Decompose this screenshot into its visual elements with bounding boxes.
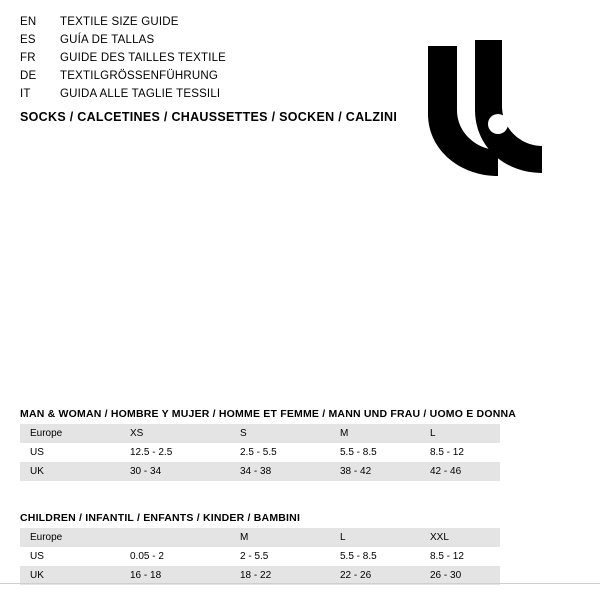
language-text-fr: GUIDE DES TAILLES TEXTILE — [60, 52, 227, 64]
language-code-de: DE — [20, 70, 37, 82]
language-row-en — [20, 16, 400, 34]
table-caption-men-woman: MAN & WOMAN / HOMBRE Y MUJER / HOMME ET FEMME / MANN UND FRAU / UOMO E DONNA — [20, 408, 517, 420]
language-text-en: TEXTILE SIZE GUIDE — [60, 16, 179, 28]
language-text-es: GUÍA DE TALLAS — [60, 34, 155, 46]
language-code-fr: FR — [20, 52, 36, 64]
table-row — [20, 528, 500, 547]
cell-size: 42 - 46 — [420, 462, 500, 481]
size-table-children — [20, 528, 500, 585]
table-caption-children: CHILDREN / INFANTIL / ENFANTS / KINDER / BAMBINI — [20, 512, 301, 524]
cell-size: 18 - 22 — [230, 566, 330, 585]
socks-illustration — [400, 18, 580, 178]
table-section-men-woman — [20, 408, 580, 481]
table-section-children — [20, 512, 580, 585]
cell-size: 16 - 18 — [120, 566, 230, 585]
table-row — [20, 462, 500, 481]
cell-region: UK — [20, 566, 120, 585]
cell-size: M — [330, 424, 420, 443]
table-row — [20, 443, 500, 462]
cell-size: 2 - 5.5 — [230, 547, 330, 566]
language-row-it — [20, 88, 400, 106]
language-text-de: TEXTILGRÖSSENFÜHRUNG — [60, 70, 218, 82]
cell-size — [120, 528, 230, 547]
cell-region: US — [20, 547, 120, 566]
cell-size: 2.5 - 5.5 — [230, 443, 330, 462]
cell-size: XS — [120, 424, 230, 443]
language-code-it: IT — [20, 88, 31, 100]
cell-size: 5.5 - 8.5 — [330, 547, 420, 566]
cell-size: 12.5 - 2.5 — [120, 443, 230, 462]
language-code-es: ES — [20, 34, 36, 46]
language-code-en: EN — [20, 16, 37, 28]
language-text-it: GUIDA ALLE TAGLIE TESSILI — [60, 88, 221, 100]
cell-region: Europe — [20, 528, 120, 547]
cell-region: US — [20, 443, 120, 462]
cell-region: UK — [20, 462, 120, 481]
cell-size: 5.5 - 8.5 — [330, 443, 420, 462]
language-list — [20, 16, 400, 106]
language-row-es — [20, 34, 400, 52]
cell-size: S — [230, 424, 330, 443]
cell-size: 22 - 26 — [330, 566, 420, 585]
cell-size: 0.05 - 2 — [120, 547, 230, 566]
cell-size: 30 - 34 — [120, 462, 230, 481]
cell-size: L — [330, 528, 420, 547]
cell-region: Europe — [20, 424, 120, 443]
language-row-fr — [20, 52, 400, 70]
table-row — [20, 547, 500, 566]
cell-size: 34 - 38 — [230, 462, 330, 481]
cell-size: XXL — [420, 528, 500, 547]
bottom-divider — [0, 583, 600, 584]
cell-size: 38 - 42 — [330, 462, 420, 481]
page-title: SOCKS / CALCETINES / CHAUSSETTES / SOCKEN / CALZINI — [20, 110, 398, 124]
cell-size: L — [420, 424, 500, 443]
size-table-men-woman — [20, 424, 500, 481]
cell-size: M — [230, 528, 330, 547]
table-row — [20, 424, 500, 443]
cell-size: 26 - 30 — [420, 566, 500, 585]
language-row-de — [20, 70, 400, 88]
cell-size: 8.5 - 12 — [420, 547, 500, 566]
cell-size: 8.5 - 12 — [420, 443, 500, 462]
